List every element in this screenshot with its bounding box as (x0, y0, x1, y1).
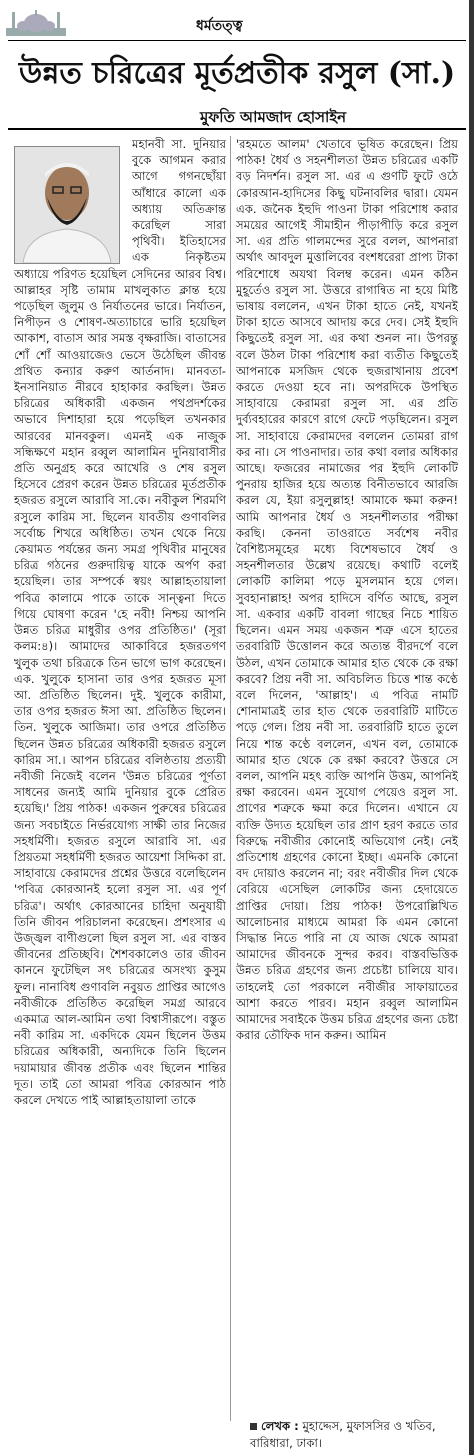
author-credit-text: মুহাদ্দেস, মুফাসসির ও খতিব, বারিধারা, ঢাকা। (250, 1419, 436, 1450)
author-credit-label: লেখক : (261, 1419, 299, 1433)
article-column-1 (14, 136, 226, 1426)
article-headline: উন্নত চরিত্রের মূর্তপ্রতীক রসুল (সা.) (18, 56, 456, 91)
column-divider (230, 136, 231, 1421)
page-edge-bar (469, 0, 474, 1455)
author-name: মুফতি আমজাদ হোসাইন (200, 108, 347, 126)
article-column-2 (236, 136, 458, 1411)
column-2-text: 'রহমতে আলম' খেতাবে ভূষিত করেছেন। প্রিয় পাঠক! ধৈর্য ও সহনশীলতা উন্নত চরিত্রের একটি বড় নিদর্শন। রসুল সা. এর এ গুণটি ফুটে ওঠে কোরআন-হাদিসের কিছু ঘটনাবলির দ্বারা। যেমন এক. জনৈক ইহুদি পাওনা টাকা পরিশোধ করার সময়ের আগেই সীমাহীন পীড়াপীড়ি করে রসুল সা. এর প্রতি গালমন্দের সুরে বলল, আপনারা অর্থাৎ আবদুল মুত্তালিবের বংশধরেরা প্রাপ্য টাকা পরিশোধে অযথা বিলম্ব করেন। এমন কঠিন মুহূর্তেও রসুল সা. উত্তরে রাগান্বিত না হয়ে মিষ্টি ভাষায় বললেন, এখন টাকা হাতে নেই, যখনই টাকা হাতে আসবে আদায় করে দেব। সেই ইহুদি কিছুতেই রসুল সা. এর কথা শুনল না। উপরন্তু বলে উঠল টাকা পরিশোধ করা ব্যতীত কিছুতেই আপনাকে মসজিদ থেকে হুজরাখানায় প্রবেশ করতে দেওয়া হবে না। অপরদিকে উপস্থিত সাহাবায়ে কেরামরা রসুল সা. এর প্রতি দুর্ব্যবহারের কারণে রাগে ফেটে পড়ছিলেন। রসুল সা. সাহাবায়ে কেরামদের বললেন তোমরা রাগ কর না। সে পাওনাদার। তার কথা বলার অধিকার আছে। ফজরের নামাজের পর ইহুদি লোকটি পুনরায় হাজির হয়ে অত্যন্ত বিনীতভাবে আরজি করল যে, ইয়া রসুলুল্লাহ! আমাকে ক্ষমা করুন! আমি আপনার ধৈর্য ও সহনশীলতার পরীক্ষা করছি। কেননা তাওরাতে সর্বশেষ নবীর বৈশিষ্ট্যসমূহের মধ্যে বিশেষভাবে ধৈর্য ও সহনশীলতার উল্লেখ রয়েছে। কথাটি বলেই লোকটি কালিমা পড়ে মুসলমান হয়ে গেল। সুবহানাল্লাহ! অপর হাদিসে বর্ণিত আছে, রসুল সা. একবার একটি বাবলা গাছের নিচে শায়িত ছিলেন। এমন সময় একজন শত্রু এসে হাতের তরবারিটি উত্তোলন করে অত্যন্ত বীরদর্পে বলে উঠল, এখন তোমাকে আমার হাত থেকে কে রক্ষা করবে? প্রিয় নবী সা. অবিচলিত চিত্তে শান্ত কণ্ঠে বলে দিলেন, 'আল্লাহ'। এ পবিত্র নামটি শোনামাত্রই তার হাত থেকে তরবারিটি মাটিতে পড়ে গেল। প্রিয় নবী সা. তরবারিটি হাতে তুলে নিয়ে শান্ত কণ্ঠে বললেন, এখন বল, তোমাকে আমার হাত থেকে কে রক্ষা করবে? উত্তরে সে বলল, আপনি মহৎ ব্যক্তি আপনি উত্তম, আপনিই রক্ষা করবেন। এমন সুযোগ পেয়েও রসুল সা. প্রাণের শত্রুকে ক্ষমা করে দিলেন। এখানে যে ব্যক্তি উদ্যত হয়েছিল তার প্রাণ হরণ করতে তার বিরুদ্ধে নবীজীর কোনোই অভিযোগ নেই। নেই প্রতিশোধ গ্রহণের কোনো ইচ্ছা। এমনকি কোনো বদ দোয়াও করলেন না; বরং নবীজীর দিল থেকে বেরিয়ে এসেছিল লোকটির জন্য হেদায়েতে প্রাপ্তির দোয়া। প্রিয় পাঠক! উপরোল্লিখিত আলোচনার মাধ্যমে আমরা কি এমন কোনো সিদ্ধান্ত নিতে পারি না যে আজ থেকে আমরা আমাদের জীবনকে সুন্দর করব। বাস্তবভিত্তিক উন্নত চরিত্র গ্রহণের জন্য প্রচেষ্টা চালিয়ে যাব। তাহলেই তো পরকালে নবীজীর সাফায়াতের আশা করতে পারব। মহান রব্বুল আলামিন আমাদের সবাইকে উত্তম চরিত্র গ্রহণের জন্য চেষ্টা করার তৌফিক দান করুন। আমিন (236, 137, 458, 1043)
section-label: ধর্মতত্ত্ব (196, 18, 243, 34)
top-bar (0, 0, 474, 44)
photo-wrap-space (14, 136, 126, 262)
author-credit (250, 1418, 464, 1452)
headline-rule (8, 128, 466, 130)
square-bullet-icon (250, 1423, 257, 1430)
mosque-logo-icon (6, 6, 66, 36)
column-1-text: মহানবী সা. দুনিয়ার বুকে আগমন করার আগে গগনছোঁয়া আঁধারে কালো এক অধ্যায় অতিক্রান্ত করেছিল সারা পৃথিবী। ইতিহাসের এক নিকৃষ্টতম অধ্যায়ে পরিণত হয়েছিল সেদিনের আরব বিশ্ব। আল্লাহর সৃষ্টি তামাম মাখলুকাত ক্লান্ত হয়ে পড়েছিল জুলুম ও নির্যাতনের ভারে। নির্যাতন, নিপীড়ন ও শোষণ-অত্যাচারে ভারি হয়েছিল আকাশ, বাতাস আর সমস্ত বৃক্ষরাজি। বাতাসের শোঁ শোঁ আওয়াজেও ভেসে উঠেছিল জীবন্ত প্রথিত কন্যার করুণ আর্তনাদ। মানবতা-ইনসানিয়াত নীরবে হাহাকার করছিল। উন্নত চরিত্রের অধিকারী একজন পথপ্রদর্শকের অভাবে দিশাহারা হয়ে পড়েছিল তখনকার আরবের মানবকুল। এমনই এক নাজুক সন্ধিক্ষণে মহান রব্বুল আলামিন দুনিয়াবাসীর প্রতি অনুগ্রহ করে আখেরি ও শেষ রসুল হিসেবে প্রেরণ করেন উন্নত চরিত্রের মূর্তপ্রতীক হজরত রসুলে আরাবি সা.কে। নবীকুল শিরমণি রসুলে কারিম সা. ছিলেন যাবতীয় গুণাবলির সর্বোচ্চ শিখরে অধিষ্ঠিত। তখন থেকে নিয়ে কেয়ামত পর্যন্তের জন্য সমগ্র পৃথিবীর মানুষের চরিত্র গঠনের গুরুদায়িত্ব যাকে অর্পণ করা হয়েছিল। তার সম্পর্কে স্বয়ং আল্লাহতায়ালা পবিত্র কালামে পাকে তাকে সান্ত্বনা দিতে গিয়ে ঘোষণা করেন 'হে নবী! নিশ্চয় আপনি উন্নত চরিত্র মাধুরীর ওপর প্রতিষ্ঠিত।' (সূরা কলম:৪)। আমাদের আকাবিরে হজরতগণ খুলুক তথা চরিত্রকে তিন ভাগে ভাগ করেছেন। এক. খুলুকে হাসানা তার ওপর হজরত মূসা আ. প্রতিষ্ঠিত ছিলেন। দুই. খুলুকে কারীমা, তার ওপর হজরত ঈসা আ. প্রতিষ্ঠিত ছিলেন। তিন. খুলুকে আজিমা। তার ওপরে প্রতিষ্ঠিত ছিলেন উন্নত চরিত্রের অধিকারী হজরত রসুলে কারিম সা.। আপন চরিত্রের বলিষ্ঠতায় প্রত্যয়ী নবীজী নিজেই বলেন 'উন্নত চরিত্রের পূর্ণতা সাধনের জন্যই আমি দুনিয়ার বুকে প্রেরিত হয়েছি।' প্রিয় পাঠক! একজন পুরুষের চরিত্রের জন্য সবচাইতে নির্ভরযোগ্য সাক্ষী তার নিজের সহধর্মিণী। হজরত রসুলে আরাবি সা. এর প্রিয়তমা সহধর্মিণী হজরত আয়েশা সিদ্দিকা রা. সাহাবায়ে কেরামদের প্রশ্নের উত্তরে বলেছিলেন 'পবিত্র কোরআনই হলো রসুল সা. এর পূর্ণ চরিত্র'। অর্থাৎ কোরআনের চাহিদা অনুযায়ী তিনি জীবন পরিচালনা করেছেন। প্রশংসার এ উজ্জ্বল বাণীগুলো ছিল রসুল সা. এর বাস্তব জীবনের প্রতিচ্ছবি। শৈশবকালেও তার জীবন কাননে ফুটেছিল সৎ চরিত্রের অসংখ্য কুসুম ফুল। নানাবিধ গুণাবলি নবুয়ত প্রাপ্তির আগেও নবীজীকে প্রতিষ্ঠিত করেছিল সমগ্র আরবে একমাত্র আল-আমিন তথা বিশ্বাসীরূপে। বস্তুত নবী কারিম সা. একদিকে যেমন ছিলেন উত্তম চরিত্রের অধিকারী, অন্যদিকে তিনি ছিলেন দয়ামায়ার জীবন্ত প্রতীক এবং ছিলেন শান্তির দূত। তাই তো আমরা পবিত্র কোরআন পাঠ করলে দেখতে পাই আল্লাহতায়ালা তাকে (14, 137, 226, 1107)
top-rule (8, 40, 466, 41)
